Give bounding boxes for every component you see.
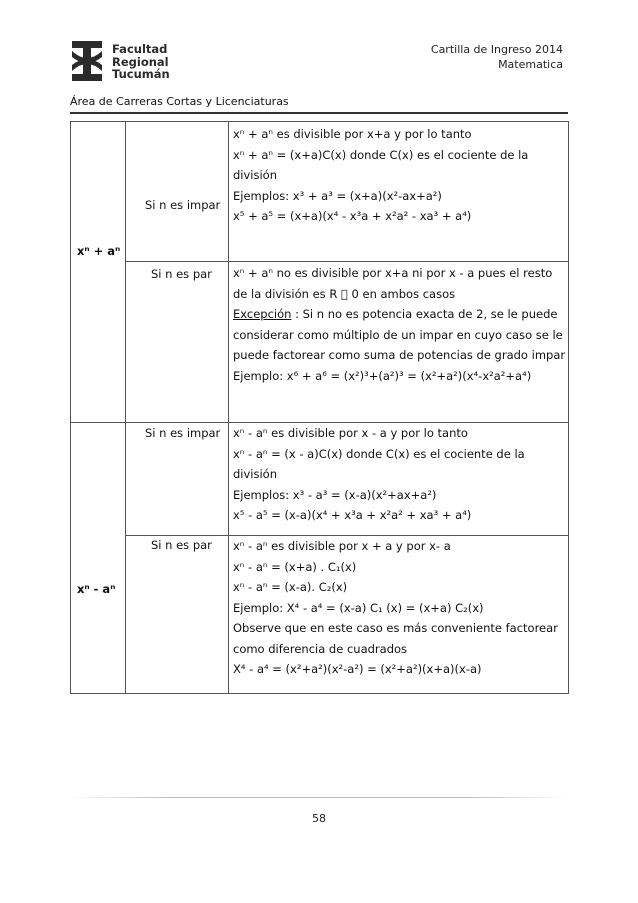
exception-text: : Si n no es potencia exacta de 2, se le puede bbox=[291, 307, 558, 321]
row-divider bbox=[125, 261, 568, 262]
column-divider bbox=[228, 122, 229, 693]
formula-line: división bbox=[233, 168, 278, 182]
formula-line: Ejemplo: x⁶ + a⁶ = (x²)³+(a²)³ = (x²+a²)(x⁴-x²a²+a⁴) bbox=[233, 368, 532, 383]
exception-line bbox=[233, 304, 567, 325]
diff-even-content bbox=[233, 536, 567, 680]
formula-line: X⁴ - a⁴ = (x²+a²)(x²-a²) = (x²+a²)(x+a)(x-a) bbox=[233, 662, 482, 676]
even-case-label: Si n es par bbox=[151, 267, 212, 281]
formula-line: división bbox=[233, 467, 278, 481]
formula-line: xⁿ - aⁿ = (x-a). C₂(x) bbox=[233, 580, 348, 594]
formula-line: xⁿ + aⁿ = (x+a)C(x) donde C(x) es el cociente de la bbox=[233, 147, 529, 162]
logo-text bbox=[112, 43, 170, 81]
exception-label: Excepción bbox=[233, 307, 292, 321]
formula-line: xⁿ - aⁿ es divisible por x - a y por lo tanto bbox=[233, 426, 468, 440]
formula-line: considerar como múltiplo de un impar en cuyo caso se le bbox=[233, 327, 563, 342]
column-divider bbox=[125, 122, 126, 693]
logo-line: Tucumán bbox=[112, 67, 170, 81]
sum-of-powers-label: xⁿ + aⁿ bbox=[77, 244, 121, 258]
formula-line: x⁵ + a⁵ = (x+a)(x⁴ - x³a + x²a² - xa³ + a⁴) bbox=[233, 209, 472, 223]
footer-divider bbox=[70, 797, 568, 798]
formula-line: xⁿ + aⁿ es divisible por x+a y por lo tanto bbox=[233, 127, 472, 141]
formula-line: Ejemplos: x³ - a³ = (x-a)(x²+ax+a²) bbox=[233, 487, 437, 502]
formula-line: como diferencia de cuadrados bbox=[233, 641, 408, 656]
formula-line: xⁿ - aⁿ = (x+a) . C₁(x) bbox=[233, 559, 357, 574]
even-case-label: Si n es par bbox=[151, 538, 212, 552]
formula-line: xⁿ + aⁿ no es divisible por x+a ni por x - a pues el resto bbox=[233, 266, 553, 280]
sum-even-content bbox=[233, 263, 567, 386]
faculty-logo bbox=[70, 39, 180, 87]
formula-line: Observe que en este caso es más conveniente factorear bbox=[233, 621, 558, 635]
header-divider bbox=[70, 112, 568, 114]
page-number: 58 bbox=[312, 812, 326, 825]
utn-logo-icon bbox=[70, 39, 104, 83]
header-title bbox=[431, 42, 563, 72]
odd-case-label: Si n es impar bbox=[145, 426, 221, 440]
subject-title: Matematica bbox=[498, 58, 563, 71]
difference-of-powers-label: xⁿ - aⁿ bbox=[77, 582, 116, 596]
formula-line: x⁵ - a⁵ = (x-a)(x⁴ + x³a + x²a² + xa³ + a⁴) bbox=[233, 508, 472, 522]
area-title: Área de Carreras Cortas y Licenciaturas bbox=[70, 95, 289, 108]
logo-line: Facultad bbox=[112, 42, 168, 56]
factoring-table bbox=[70, 121, 569, 694]
formula-line: de la división es R ⃞ 0 en ambos casos bbox=[233, 286, 456, 301]
booklet-title: Cartilla de Ingreso 2014 bbox=[430, 43, 563, 56]
logo-line: Regional bbox=[112, 54, 169, 69]
formula-line: xⁿ - aⁿ = (x - a)C(x) donde C(x) es el cociente de la bbox=[233, 446, 525, 461]
odd-case-label: Si n es impar bbox=[145, 198, 221, 212]
diff-odd-content bbox=[233, 423, 567, 526]
formula-line: Ejemplo: X⁴ - a⁴ = (x-a) C₁ (x) = (x+a) C₂(x) bbox=[233, 600, 484, 615]
sum-odd-content bbox=[233, 124, 567, 227]
formula-line: puede factorear como suma de potencias de grado impar bbox=[233, 348, 566, 362]
formula-line: xⁿ - aⁿ es divisible por x + a y por x- a bbox=[233, 539, 451, 553]
formula-line: Ejemplos: x³ + a³ = (x+a)(x²-ax+a²) bbox=[233, 188, 442, 203]
